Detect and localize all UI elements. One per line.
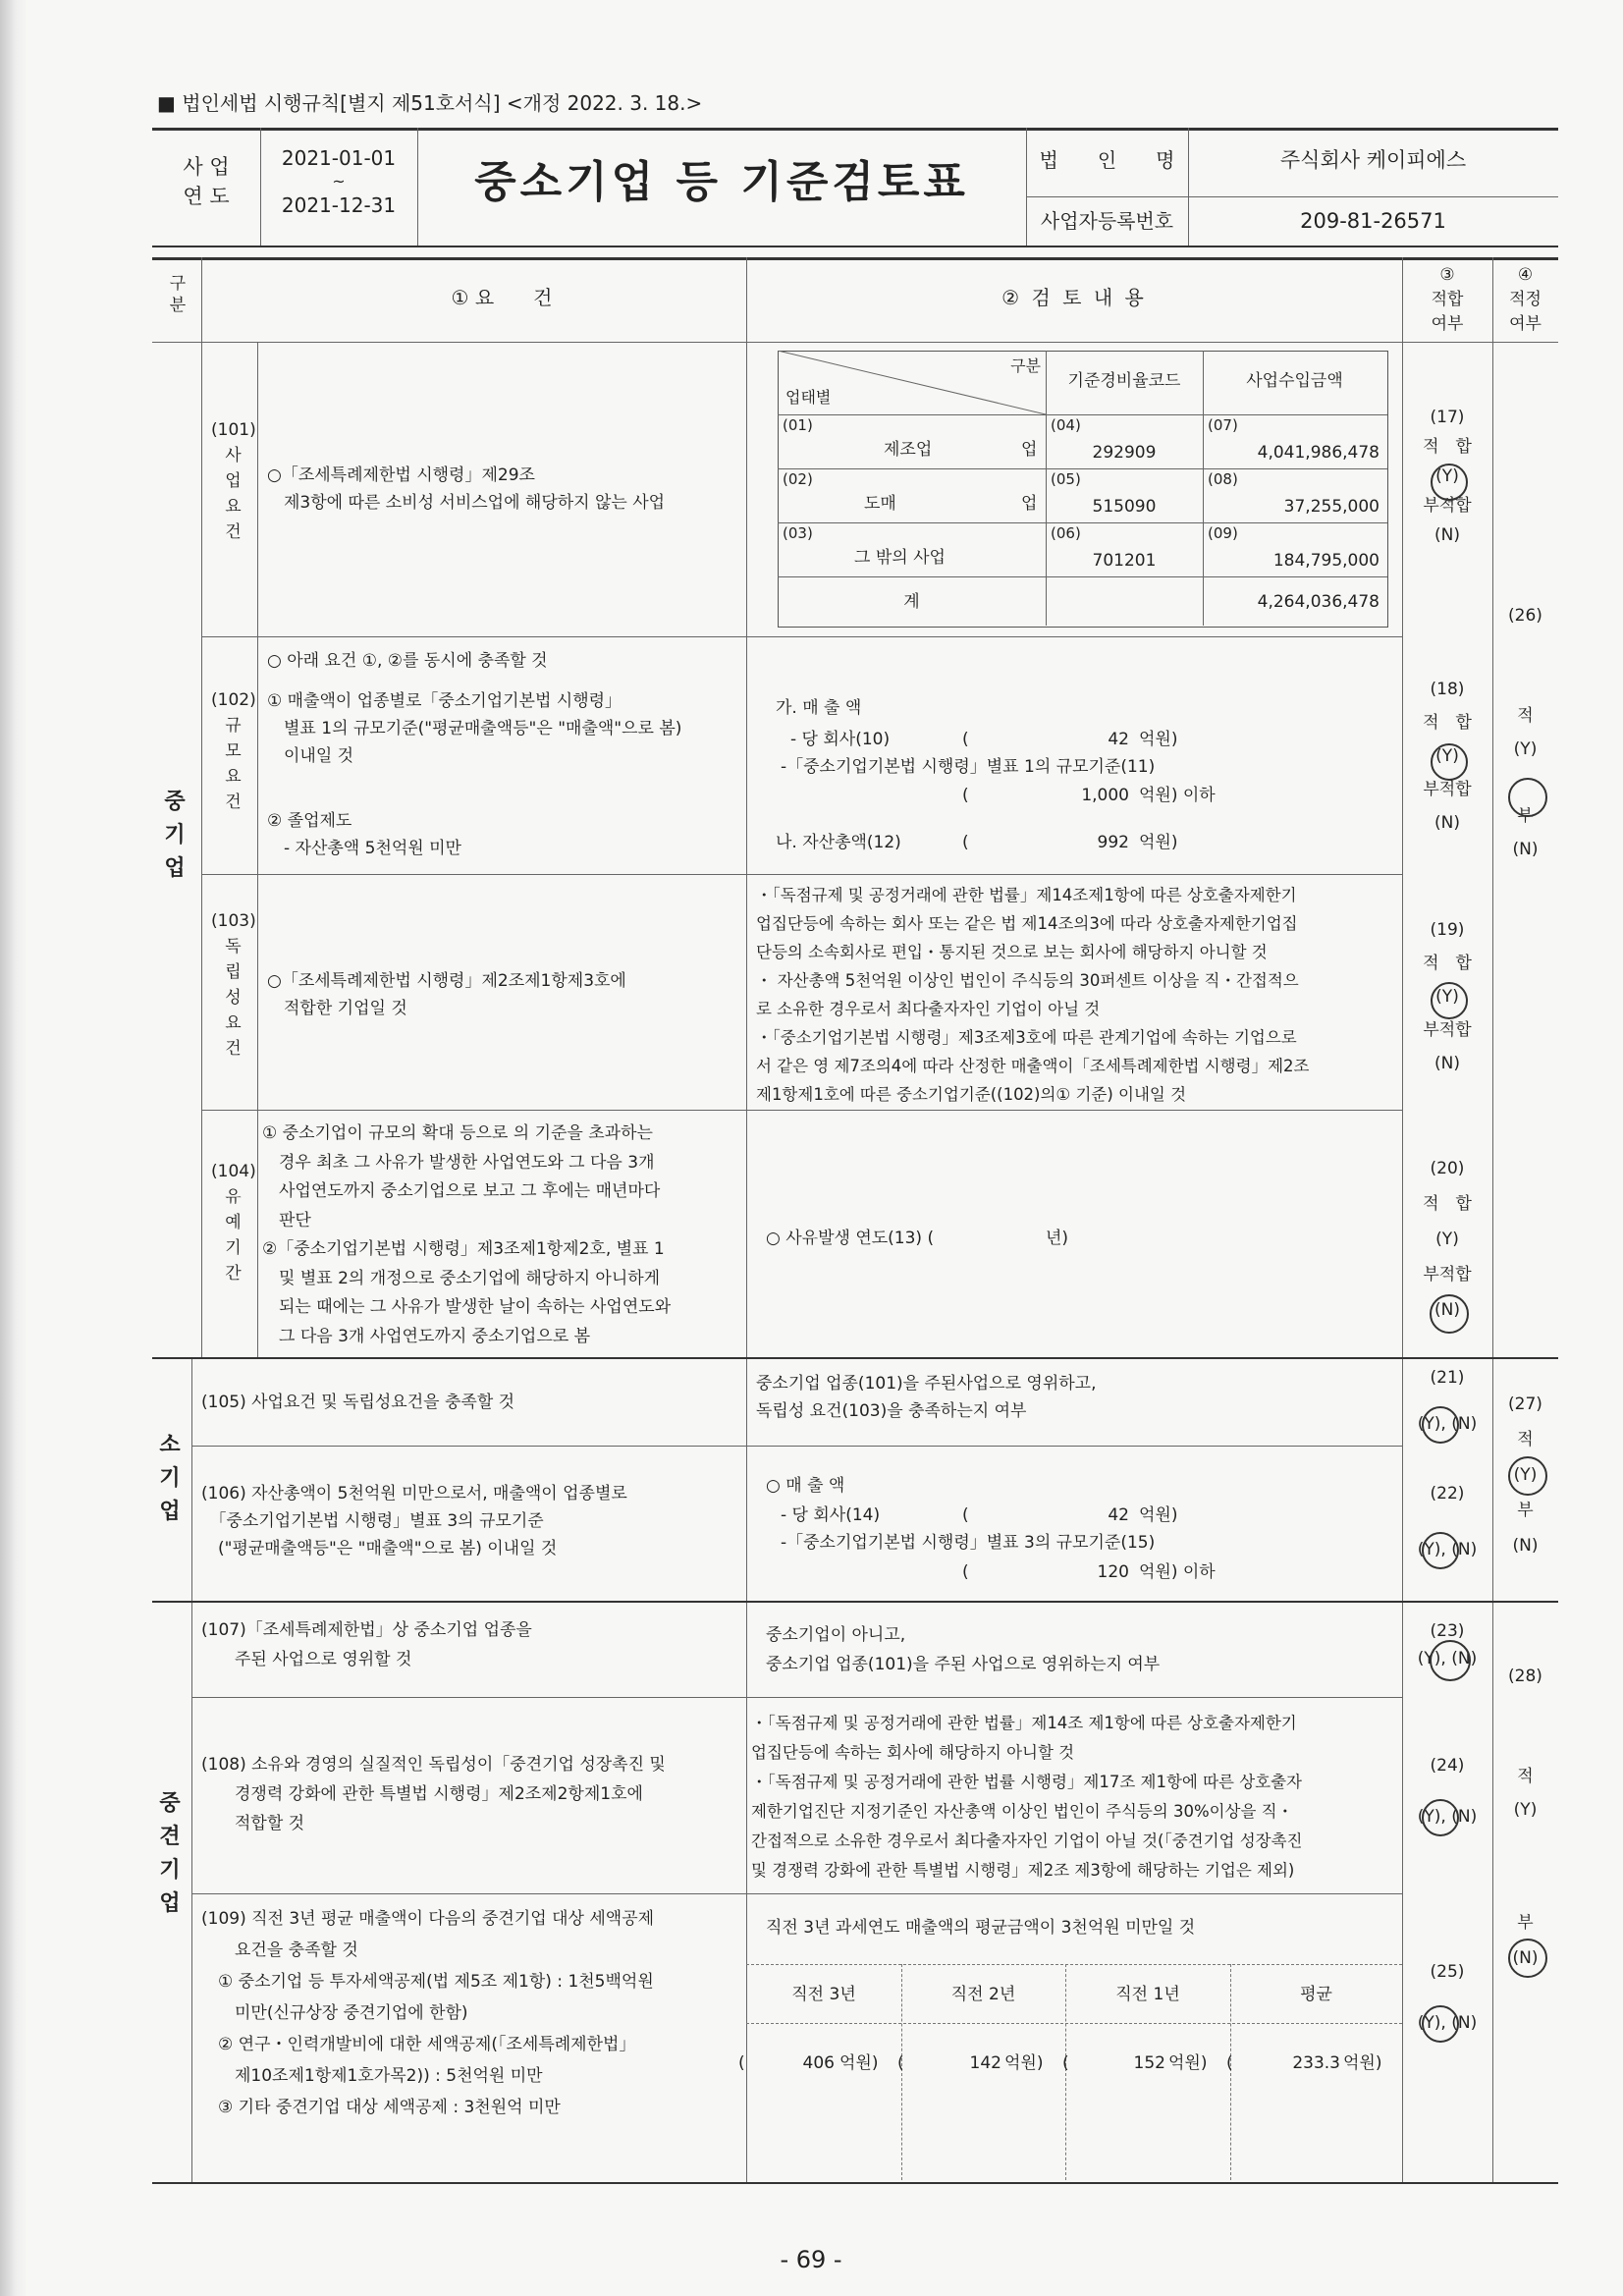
row-108-fit-yn: (Y), (N) [1417, 1807, 1478, 1827]
page-number: - 69 - [780, 2246, 842, 2273]
row-102-rev-b: 나. 자산총액(12) [776, 833, 901, 852]
category-mid: 중 견 기 업 [159, 1791, 181, 1916]
industry-table-corner-bottom: 업태별 [785, 388, 832, 407]
row-101-requirement: ○「조세특례제한법 시행령」제29조 제3항에 따른 소비성 서비스업에 해당하지 않는 사업 [267, 465, 666, 513]
page-title: 중소기업 등 기준검토표 [474, 157, 969, 207]
row-103-label: (103) 독 립 성 요 건 [211, 911, 256, 1059]
row-102-asset-value: 992 [1097, 833, 1129, 852]
row-102-req1: ① 매출액이 업종별로「중소기업기본법 시행령」 별표 1의 규모기준("평균매출액등"은 "매출액"으로 봄) 이내일 것 [267, 691, 682, 766]
form-reference: ■ 법인세법 시행규칙[별지 제51호서식] <개정 2022. 3. 18.> [157, 91, 703, 115]
row-102-rev-a2: -「중소기업기본법 시행령」별표 1의 규모기준(11) [781, 757, 1156, 777]
industry-table-corner-top: 구분 [1010, 356, 1041, 375]
row-107-fit-no: (23) [1430, 1621, 1465, 1641]
row-102-intro: ○ 아래 요건 ①, ②를 동시에 충족할 것 [267, 651, 548, 671]
row-103-yes-circle [1431, 982, 1468, 1019]
row-108-yes-circle [1422, 1799, 1459, 1836]
row-109-col-avg: 평균 [1300, 1985, 1332, 2004]
category-small: 소 기 업 [159, 1433, 181, 1524]
row-105-fit-no: (21) [1430, 1368, 1465, 1388]
row-104-label: (104) 유 예 기 간 [211, 1162, 256, 1284]
row-106-threshold-value: 120 [1097, 1562, 1129, 1582]
row-102-fit: (18) 적 합 (Y) 부적합 (N) [1423, 680, 1472, 833]
row-109-col-3y: 직전 3년 [791, 1985, 856, 2004]
sme-result: (26) 적 (Y) 부 (N) [1508, 606, 1542, 859]
row-107-no-circle [1430, 1640, 1471, 1681]
row-109-fit-no: (25) [1430, 1962, 1465, 1982]
header-top-rule [152, 128, 1558, 131]
small-result-yes-circle [1508, 1456, 1547, 1496]
row-104-review: ○ 사유발생 연도(13) ( [766, 1229, 935, 1248]
period-end: 2021-12-31 [281, 193, 397, 217]
biz-no: 209-81-26571 [1300, 209, 1446, 233]
row-103-requirement: ○「조세특례제한법 시행령」제2조제1항제3호에 적합한 기업일 것 [267, 971, 626, 1018]
main-table-bottom-rule [152, 2182, 1558, 2184]
row-106-fit-no: (22) [1430, 1484, 1465, 1503]
biz-no-label: 사업자등록번호 [1040, 209, 1174, 233]
row-103-fit: (19) 적 합 (Y) 부적합 (N) [1423, 920, 1472, 1073]
business-year-label: 사 업 연 도 [183, 155, 230, 208]
row-102-rev-a: 가. 매 출 액 [776, 698, 862, 718]
mid-result-lower: 부 (N) [1512, 1913, 1539, 1968]
row-108-review: ・「독점규제 및 공정거래에 관한 법률」제14조 제1항에 따른 상호출자제한기 업집단등에 속하는 회사에 해당하지 아니할 것 ・「독점규제 및 공정거래에 관한 법률 시행령」제17조 제1항에 따른 상호출자 제한기업진단 지정기준인 자산총액 이상인 법인이 주식등의 30%이상을 직・ 간접적으로 소유한 경우로서 최다출자자인 기업이 아닐 것(「중견기업 성장촉진 및 경쟁력 강화에 관한 특별법 시행령」제2조 제3항에 해당하는 기업은 제외) [751, 1714, 1303, 1880]
row-101-fit: (17) 적 합 (Y) 부적합 (N) [1423, 408, 1472, 545]
row-106-requirement: (106) 자산총액이 5천억원 미만으로서, 매출액이 업종별로 「중소기업기본법 시행령」별표 3의 규모기준 ("평균매출액등"은 "매출액"으로 봄) 이내일 것 [201, 1484, 627, 1558]
scan-edge-shadow [0, 0, 27, 2296]
small-result: (27) 적 (Y) 부 (N) [1508, 1394, 1542, 1556]
row-102-threshold-value: 1,000 [1081, 786, 1129, 805]
row-109-col-1y: 직전 1년 [1115, 1985, 1180, 2004]
corp-name: 주식회사 케이피에스 [1279, 148, 1467, 172]
row-106-fit-yn: (Y), (N) [1417, 1540, 1478, 1559]
col-header-requirement: ① 요 건 [451, 286, 553, 309]
industry-table-amount-header: 사업수입금액 [1246, 371, 1343, 391]
row-106-rev-a1: - 당 회사(14) [781, 1505, 881, 1525]
row-109-col-2y: 직전 2년 [950, 1985, 1016, 2004]
main-table-top-rule [152, 257, 1558, 260]
row-102-req2: ② 졸업제도 - 자산총액 5천억원 미만 [267, 811, 461, 858]
col-header-review: ② 검 토 내 용 [1001, 286, 1147, 309]
row-105-review: 중소기업 업종(101)을 주된사업으로 영위하고, 독립성 요건(103)을 충족하는지 여부 [756, 1374, 1097, 1421]
row-106-yes-circle [1422, 1532, 1459, 1569]
row-106-rev-a: ○ 매 출 액 [766, 1476, 845, 1496]
corp-name-label: 법 인 명 [1039, 148, 1175, 172]
category-sme: 중 기 업 [164, 790, 186, 881]
row-108-requirement: (108) 소유와 경영의 실질적인 독립성이「중견기업 성장촉진 및 경쟁력 강화에 관한 특별법 시행령」제2조제2항제1호에 적합할 것 [201, 1755, 666, 1833]
col-header-fit: ③ 적합 여부 [1431, 265, 1464, 334]
row-102-yes-circle [1431, 743, 1468, 781]
row-106-sales-value: 42 [1108, 1505, 1129, 1525]
mid-result-upper: (28) 적 (Y) [1508, 1667, 1542, 1820]
row-109-requirement: (109) 직전 3년 평균 매출액이 다음의 중견기업 대상 세액공제 요건을 충족할 것 ① 중소기업 등 투자세액공제(법 제5조 제1항) : 1천5백억원 미만(신규상장 중견기업에 한함) ② 연구・인력개발비에 대한 세액공제(「조세특례제한법」 제10조제1항제1호가목2)) : 5천억원 미만 ③ 기타 중견기업 대상 세액공제 : 3천원억 미만 [201, 1909, 655, 2117]
col-header-gubun: 구 분 [169, 274, 187, 315]
row-106-rev-a2: -「중소기업기본법 시행령」별표 3의 규모기준(15) [781, 1533, 1156, 1553]
row-102-sales-value: 42 [1108, 730, 1129, 749]
period-start: 2021-01-01 [281, 146, 397, 170]
row-107-review: 중소기업이 아니고, 중소기업 업종(101)을 주된 사업으로 영위하는지 여부 [766, 1625, 1161, 1674]
row-105-yes-circle [1422, 1406, 1459, 1444]
row-107-fit-yn: (Y), (N) [1417, 1649, 1478, 1668]
row-109-review: 직전 3년 과세연도 매출액의 평균금액이 3천억원 미만일 것 [766, 1918, 1196, 1938]
row-107-requirement: (107)「조세특례제한법」상 중소기업 업종을 주된 사업으로 영위할 것 [201, 1620, 532, 1669]
row-109-fit-yn: (Y), (N) [1417, 2013, 1478, 2033]
row-105-fit-yn: (Y), (N) [1417, 1414, 1478, 1434]
row-101-label: (101) 사 업 요 건 [211, 420, 256, 542]
row-105-requirement: (105) 사업요건 및 독립성요건을 충족할 것 [201, 1393, 515, 1412]
row-102-rev-a1: - 당 회사(10) [790, 730, 891, 749]
row-109-yes-circle [1422, 2005, 1459, 2043]
row-104-requirement: ① 중소기업이 규모의 확대 등으로 의 기준을 초과하는 경우 최초 그 사유가 발생한 사업연도와 그 다음 3개 사업연도까지 중소기업으로 보고 그 후에는 매년마다 판단 ②「중소기업기본법 시행령」제3조제1항제2호, 별표 1 및 별표 2의 개정으로 중소기업에 해당하지 아니하게 되는 때에는 그 사유가 발생한 날이 속하는 사업연도와 그 다음 3개 사업연도까지 중소기업으로 봄 [262, 1123, 672, 1346]
row-104-no-circle [1430, 1294, 1469, 1334]
sme-result-yes-circle [1508, 778, 1547, 817]
col-header-eligible: ④ 적정 여부 [1509, 265, 1542, 334]
row-104-fit: (20) 적 합 (Y) 부적합 (N) [1423, 1159, 1472, 1320]
row-108-fit-no: (24) [1430, 1756, 1465, 1776]
industry-table-code-header: 기준경비율코드 [1067, 371, 1181, 391]
row-101-yes-circle [1431, 464, 1468, 501]
period-tilde: ~ [332, 172, 346, 191]
row-102-label: (102) 규 모 요 건 [211, 690, 256, 812]
mid-result-no-circle [1508, 1939, 1547, 1978]
row-103-review: ・「독점규제 및 공정거래에 관한 법률」제14조제1항에 따른 상호출자제한기 업집단등에 속하는 회사 또는 같은 법 제14조의3에 따라 상호출자제한기업집 단등의 소속회사로 편입・통지된 것으로 보는 회사에 해당하지 아니할 것 ・ 자산총액 5천억원 이상인 법인이 주식등의 30퍼센트 이상을 직・간접적으 로 소유한 경우로서 최다출자자인 기업이 아닐 것 ・「중소기업기본법 시행령」제3조제3호에 따른 관계기업에 속하는 기업으로 서 같은 영 제7조의4에 따라 산정한 매출액이「조세특례제한법 시행령」제2조 제1항제1호에 따른 중소기업기준((102)의① 기준) 이내일 것 [756, 886, 1310, 1104]
